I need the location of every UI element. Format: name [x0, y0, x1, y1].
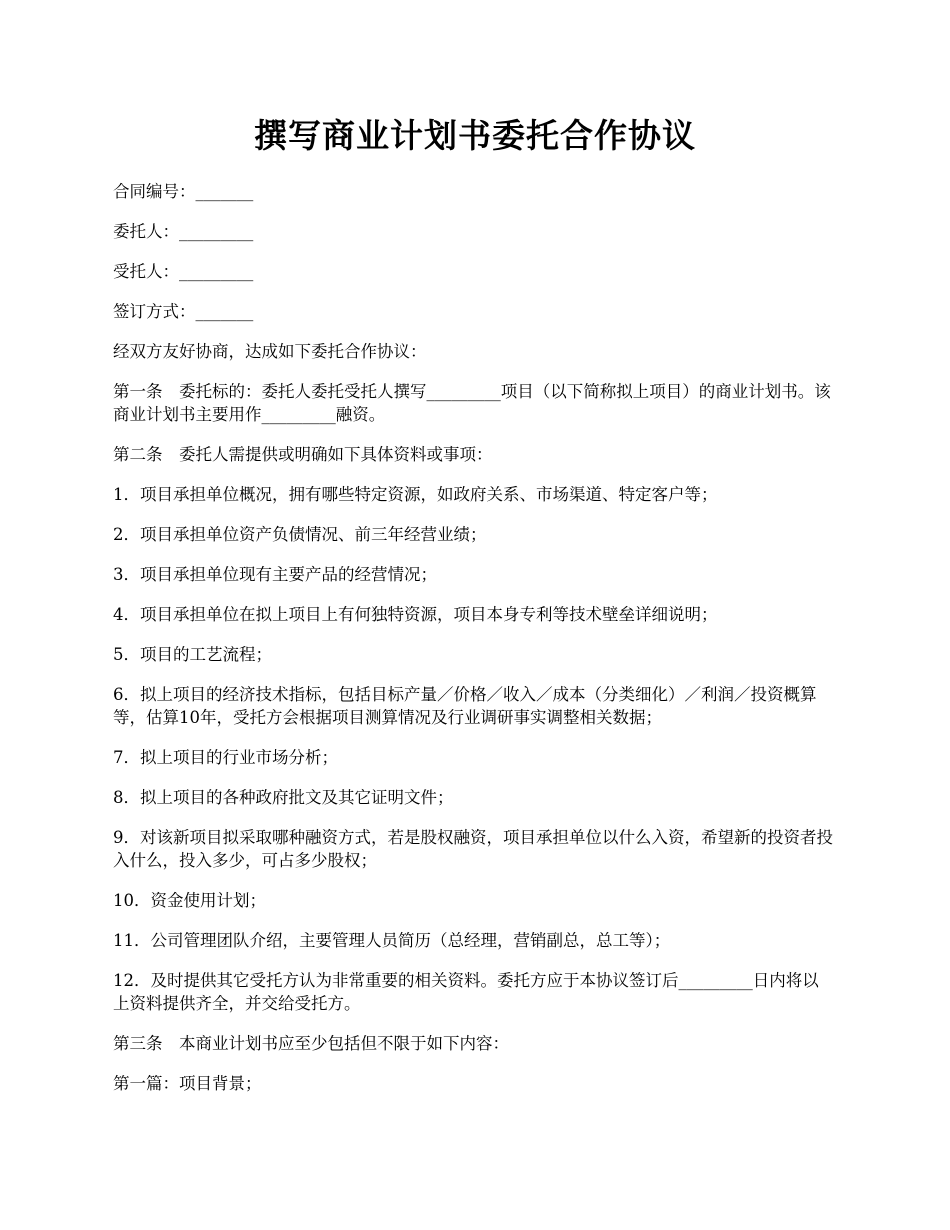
- list-item-2: 2．项目承担单位资产负债情况、前三年经营业绩；: [113, 525, 487, 544]
- document-title: 撰写商业计划书委托合作协议: [254, 116, 696, 155]
- agreement-intro: 经双方友好协商，达成如下委托合作协议：: [113, 342, 427, 361]
- list-item-7: 7．拟上项目的行业市场分析；: [113, 748, 338, 767]
- list-item-4: 4．项目承担单位在拟上项目上有何独特资源，项目本身专利等技术壁垒详细说明；: [113, 605, 718, 624]
- client-field: 委托人：_________: [113, 222, 254, 241]
- list-item-3: 3．项目承担单位现有主要产品的经营情况；: [113, 565, 437, 584]
- list-item-11: 11．公司管理团队介绍，主要管理人员简历（总经理，营销副总，总工等）；: [113, 931, 671, 950]
- contract-number-field: 合同编号：_______: [113, 182, 254, 201]
- list-item-9: 9．对该新项目拟采取哪种融资方式，若是股权融资，项目承担单位以什么入资，希望新的投资者投入什么，投入多少，可占多少股权；: [113, 828, 833, 870]
- document-body: [113, 180, 833, 1112]
- article-2: 第二条 委托人需提供或明确如下具体资料或事项：: [113, 445, 493, 464]
- list-item-12: 12．及时提供其它受托方认为非常重要的相关资料。委托方应于本协议签订后_________日内将以上资料提供齐全，并交给受托方。: [113, 971, 819, 1013]
- article-3: 第三条 本商业计划书应至少包括但不限于如下内容：: [113, 1034, 509, 1053]
- list-item-5: 5．项目的工艺流程；: [113, 645, 272, 664]
- list-item-6: 6．拟上项目的经济技术指标，包括目标产量／价格／收入／成本（分类细化）／利润／投资概算等，估算10年，受托方会根据项目测算情况及行业调研事实调整相关数据；: [113, 685, 817, 727]
- list-item-10: 10．资金使用计划；: [113, 891, 266, 910]
- section-1: 第一篇：项目背景；: [113, 1074, 262, 1093]
- article-1: 第一条 委托标的：委托人委托受托人撰写_________项目（以下简称拟上项目）的商业计划书。该商业计划书主要用作_________融资。: [113, 382, 831, 424]
- signing-method-field: 签订方式：_______: [113, 302, 254, 321]
- list-item-8: 8．拟上项目的各种政府批文及其它证明文件；: [113, 788, 454, 807]
- list-item-1: 1．项目承担单位概况，拥有哪些特定资源，如政府关系、市场渠道、特定客户等；: [113, 485, 718, 504]
- trustee-field: 受托人：_________: [113, 262, 254, 281]
